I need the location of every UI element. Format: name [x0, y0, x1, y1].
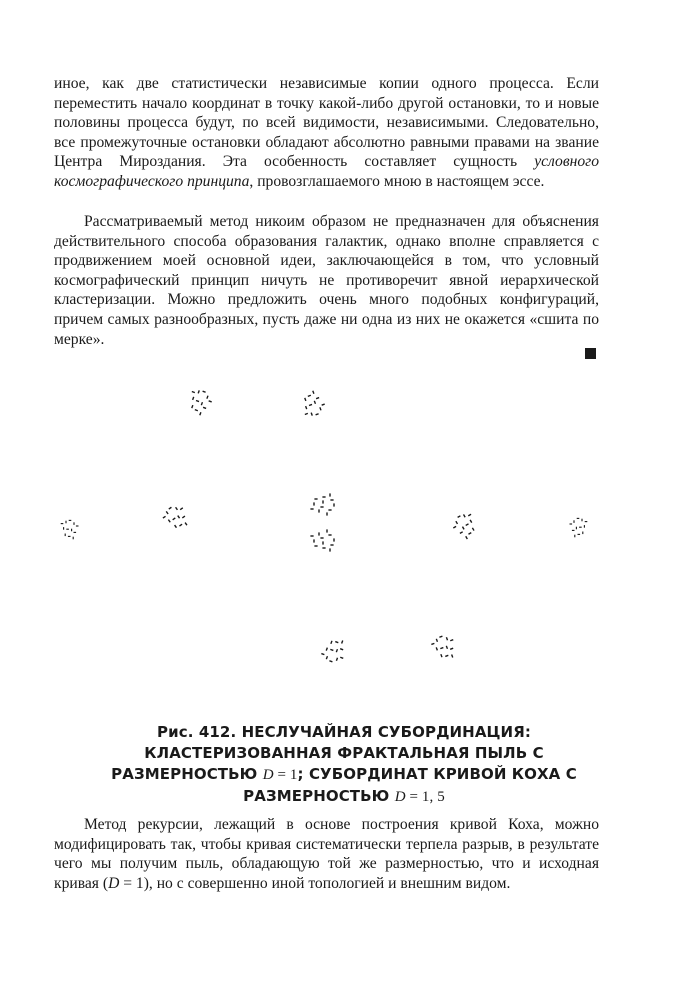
dust-dash — [312, 390, 314, 393]
dust-dash — [321, 653, 324, 655]
dust-dash — [319, 407, 321, 410]
dust-dash — [314, 545, 317, 546]
dust-dash — [446, 637, 448, 640]
dust-dash — [440, 647, 443, 649]
caption-math-eq-2: = 1, 5 — [405, 789, 445, 805]
dust-dash — [309, 404, 312, 406]
dust-dash — [308, 395, 311, 397]
dust-dash — [206, 395, 208, 398]
paragraph-3-text-a: Метод рекурсии, лежащий в основе построения кривой Коха, можно модифицировать так, чтобы кривая систематически терпела разрыв, в результате чего мы получим пыль, обладающую той же размерностью, что и исходная кривая ( — [54, 816, 599, 892]
dust-dash — [198, 390, 200, 393]
dust-dash — [76, 525, 79, 526]
dust-cluster — [430, 632, 459, 662]
dust-cluster — [310, 493, 334, 515]
paragraph-1-text-b: , провозглашаемого мною в настоящем эссе. — [249, 172, 545, 190]
dust-dash — [61, 523, 64, 524]
dust-dash — [577, 518, 580, 519]
dust-dash — [172, 517, 175, 520]
caption-math-var-2: D — [394, 789, 406, 805]
dust-dash — [451, 654, 453, 657]
dust-dash — [68, 536, 71, 537]
dust-dash — [463, 514, 466, 517]
caption-math-eq-1: = 1 — [273, 767, 298, 783]
dust-cluster — [320, 635, 349, 665]
dust-dash — [182, 516, 185, 519]
dust-dash — [572, 530, 575, 531]
dust-dash — [179, 524, 182, 527]
dust-dash — [445, 655, 448, 657]
dust-dash — [326, 647, 328, 650]
dust-dash — [329, 660, 332, 662]
dust-cluster — [160, 502, 192, 535]
dust-dash — [446, 646, 448, 649]
dust-dash — [431, 643, 434, 645]
dust-dash — [192, 397, 194, 400]
paragraph-1 — [54, 74, 599, 192]
dust-cluster — [449, 510, 480, 542]
dust-dash — [440, 654, 442, 657]
dust-dash — [462, 526, 465, 529]
dust-dash — [203, 407, 206, 409]
dust-dash — [326, 529, 327, 532]
dust-cluster — [185, 387, 214, 417]
caption-line-2: КЛАСТЕРИЗОВАННАЯ ФРАКТАЛЬНАЯ ПЫЛЬ С — [144, 744, 544, 762]
dust-dash — [472, 527, 475, 530]
dust-dash — [453, 526, 456, 529]
dust-dash — [318, 509, 319, 512]
dust-dash — [65, 521, 66, 524]
caption-line-1: Рис. 412. НЕСЛУЧАЙНАЯ СУБОРДИНАЦИЯ: — [157, 723, 531, 741]
dust-dash — [201, 402, 203, 405]
dust-dash — [574, 535, 575, 538]
dust-dash — [578, 534, 581, 535]
dust-cluster — [298, 388, 327, 418]
dust-dash — [71, 529, 72, 532]
dust-dash — [333, 538, 334, 541]
dust-dash — [585, 521, 588, 522]
dust-cluster — [61, 520, 79, 539]
dust-dash — [318, 532, 319, 535]
dust-dash — [180, 507, 183, 510]
caption-line-4-a: РАЗМЕРНОСТЬЮ — [243, 787, 395, 805]
dust-dash — [326, 512, 327, 515]
dust-dash — [570, 523, 573, 524]
dust-dash — [457, 515, 460, 518]
dust-dash — [314, 498, 317, 499]
dust-dash — [335, 641, 338, 643]
dust-dash — [310, 535, 313, 536]
dust-dash — [208, 400, 211, 402]
dust-dash — [69, 520, 72, 521]
dust-dash — [436, 647, 438, 650]
paragraph-2 — [54, 212, 599, 349]
dust-dash — [73, 537, 74, 540]
dust-dash — [322, 500, 323, 503]
paragraph-3-math-var: D — [108, 874, 120, 892]
dust-dash — [576, 527, 577, 530]
dust-dash — [174, 525, 177, 528]
dust-dash — [460, 531, 463, 534]
dust-dash — [450, 648, 453, 650]
caption-math-var-1: D — [262, 767, 274, 783]
dust-dash — [192, 391, 195, 393]
dust-dash — [330, 544, 333, 545]
dust-dash — [330, 641, 332, 644]
dust-dash — [310, 508, 313, 509]
dust-dash — [313, 502, 314, 505]
dust-dash — [582, 532, 583, 535]
dust-dash — [168, 507, 171, 510]
dust-dash — [581, 519, 582, 522]
paragraph-3-math-eq: = 1 — [119, 874, 144, 892]
paragraph-1-text-a: иное, как две статистически независимые копии одного процесса. Если переместить начало координат в точку какой-либо другой остановки, то и новые половины процесса будут, по всей видимости, независимыми. Следовательно, все промежуточные остановки обладают абсолютно равными правами на звание Центра Мироздания. Эта особенность составляет сущность — [54, 75, 599, 171]
dust-dash — [315, 413, 318, 415]
dust-dash — [320, 506, 323, 507]
dust-dash — [195, 409, 198, 411]
dust-dash — [465, 523, 468, 526]
dust-dash — [322, 496, 325, 497]
dust-dash — [66, 529, 69, 530]
caption-line-3 — [54, 764, 634, 786]
dust-dash — [439, 636, 442, 638]
caption-line-3-b: ; СУБОРДИНАТ КРИВОЙ КОХА С — [297, 765, 577, 783]
dust-dash — [177, 515, 180, 518]
dust-dash — [304, 398, 306, 401]
dust-dash — [63, 527, 64, 530]
dust-dash — [163, 516, 166, 519]
dust-dash — [340, 657, 343, 659]
dust-dash — [584, 525, 585, 528]
dust-cluster — [310, 529, 334, 551]
dust-dash — [321, 403, 324, 405]
dust-dash — [468, 532, 471, 535]
dust-cluster — [570, 518, 588, 537]
dust-dash — [305, 406, 307, 409]
dust-dash — [311, 412, 313, 415]
dust-dash — [74, 532, 77, 533]
dust-dash — [191, 405, 193, 408]
dust-dash — [450, 639, 453, 641]
dust-dash — [73, 522, 74, 525]
caption-line-3-a: РАЗМЕРНОСТЬЮ — [111, 765, 263, 783]
dust-dash — [468, 514, 471, 517]
dust-dash — [166, 511, 169, 514]
dust-dash — [199, 412, 201, 415]
dust-dash — [330, 499, 333, 500]
dust-dash — [330, 649, 333, 651]
end-of-proof-square — [585, 348, 596, 359]
dust-dash — [65, 534, 66, 537]
dust-dash — [314, 401, 316, 404]
dust-dash — [185, 522, 188, 525]
dust-dash — [322, 541, 323, 544]
paragraph-3 — [54, 815, 599, 893]
dust-dash — [579, 527, 582, 528]
dust-dash — [436, 639, 438, 642]
dust-dash — [340, 648, 343, 650]
fractal-dust-figure — [0, 370, 687, 690]
dust-dash — [329, 493, 330, 496]
paragraph-3-text-b: ), но с совершенно иной топологией и внешним видом. — [143, 874, 511, 892]
dust-dash — [175, 507, 178, 510]
dust-dash — [336, 649, 338, 652]
dust-dash — [455, 521, 458, 524]
dust-dash — [573, 520, 574, 523]
dust-dash — [333, 503, 334, 506]
caption-line-4 — [54, 786, 634, 808]
dust-dash — [202, 391, 205, 393]
dust-dash — [322, 547, 325, 548]
dust-dash — [328, 534, 331, 535]
dust-dash — [470, 520, 473, 523]
dust-dash — [305, 413, 308, 415]
dust-dash — [336, 657, 338, 660]
dust-dash — [313, 539, 314, 542]
dust-dash — [328, 509, 331, 510]
dust-dash — [320, 537, 323, 538]
dust-dash — [196, 400, 199, 402]
dust-dash — [341, 640, 343, 643]
paragraph-1-emphasis: условного космографического принципа — [54, 153, 599, 190]
dust-dash — [465, 536, 468, 539]
paragraph-2-text: Рассматриваемый метод никоим образом не предназначен для объяснения действительного способа образования галактик, однако вполне справляется с продвижением моей основной идеи, заключающейся в том, что условный космографический принцип ничуть не противоречит явной иерархической кластеризации. Можно предложить очень много подобных конфигураций, причем самых разнообразных, пусть даже ни одна из них не окажется «сшита по мерке». — [54, 213, 599, 348]
dust-dash — [326, 656, 328, 659]
dust-dash — [316, 397, 319, 399]
dust-dash — [329, 548, 330, 551]
figure-caption — [54, 722, 634, 808]
dust-dash — [168, 519, 171, 522]
